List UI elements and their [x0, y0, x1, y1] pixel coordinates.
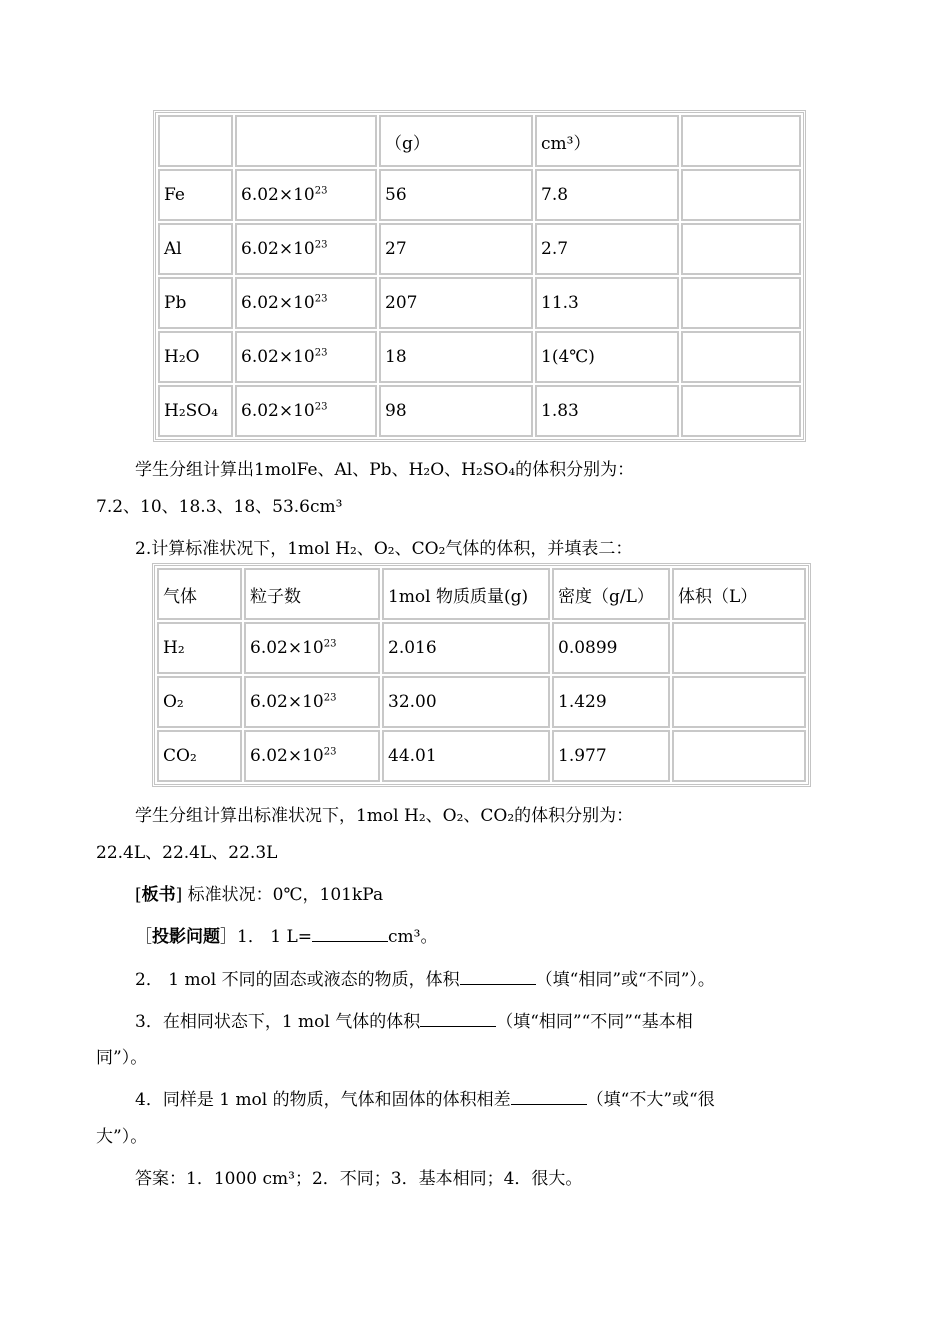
- question-2: 2． 1 mol 不同的固态或液态的物质，体积 （填“相同”或“不同”）。: [135, 970, 715, 990]
- volume-cell: [672, 730, 806, 782]
- mass-cell: 2.016: [382, 622, 550, 674]
- table-header-cell: 气体: [157, 568, 242, 620]
- volume-cell: [672, 622, 806, 674]
- table-row: [157, 622, 806, 674]
- density-cell: 1.977: [552, 730, 670, 782]
- particle-count-cell: $6.02\times 10^{23}$: [244, 622, 380, 674]
- projection-question-1: ［投影问题］1． 1 L= cm³。: [135, 927, 438, 947]
- paragraph-results-solids-values: 7.2、10、18.3、18、53.6cm³: [96, 497, 343, 517]
- table-row: [158, 331, 801, 383]
- question-3: 3．在相同状态下，1 mol 气体的体积 （填“相同”“不同”“基本相: [135, 1012, 693, 1032]
- density-cell: 1(4℃): [535, 331, 679, 383]
- table-substance-volume: [153, 110, 806, 442]
- mass-cell: 56: [379, 169, 533, 221]
- density-cell: 11.3: [535, 277, 679, 329]
- table-header-cell: cm³）: [535, 115, 679, 167]
- density-cell: 0.0899: [552, 622, 670, 674]
- particle-count-cell: $6.02\times 10^{23}$: [235, 385, 377, 437]
- mass-cell: 207: [379, 277, 533, 329]
- table-row: [158, 223, 801, 275]
- volume-cell: [672, 676, 806, 728]
- substance-cell: H₂O: [158, 331, 233, 383]
- gas-cell: H₂: [157, 622, 242, 674]
- density-cell: 1.429: [552, 676, 670, 728]
- particle-count-cell: $6.02\times 10^{23}$: [235, 277, 377, 329]
- question-3-continued: 同”）。: [96, 1048, 148, 1068]
- table-row: [158, 277, 801, 329]
- table-row: [157, 730, 806, 782]
- density-cell: 7.8: [535, 169, 679, 221]
- table-gas-volume: [152, 563, 811, 787]
- mass-cell: 32.00: [382, 676, 550, 728]
- answer-blank: [460, 970, 536, 985]
- paragraph-results-gases: 学生分组计算出标准状况下，1mol H₂、O₂、CO₂的体积分别为：: [135, 806, 634, 826]
- answer-blank: [511, 1090, 587, 1105]
- particle-count-cell: $6.02\times 10^{23}$: [244, 676, 380, 728]
- table-header-cell: 体积（L）: [672, 568, 806, 620]
- mass-cell: 98: [379, 385, 533, 437]
- density-cell: 1.83: [535, 385, 679, 437]
- board-note-label: 板书: [141, 885, 176, 905]
- mass-cell: 44.01: [382, 730, 550, 782]
- density-cell: 2.7: [535, 223, 679, 275]
- table-header-cell: 1mol 物质质量(g): [382, 568, 550, 620]
- table-header-row: [157, 568, 806, 620]
- board-note: [板书] 标准状况：0℃，101kPa: [135, 885, 384, 905]
- substance-cell: H₂SO₄: [158, 385, 233, 437]
- volume-cell: [681, 385, 801, 437]
- substance-cell: Pb: [158, 277, 233, 329]
- particle-count-cell: $6.02\times 10^{23}$: [235, 223, 377, 275]
- table-header-cell: 粒子数: [244, 568, 380, 620]
- gas-cell: O₂: [157, 676, 242, 728]
- volume-cell: [681, 223, 801, 275]
- substance-cell: Fe: [158, 169, 233, 221]
- answer-blank: [420, 1012, 496, 1027]
- answer-key: 答案：1．1000 cm³；2．不同；3．基本相同；4．很大。: [135, 1169, 583, 1189]
- table-header-row: [158, 115, 801, 167]
- question-4-continued: 大”）。: [96, 1127, 148, 1147]
- projection-label: 投影问题: [152, 927, 220, 947]
- table-row: [158, 169, 801, 221]
- answer-blank: [312, 927, 388, 942]
- table-header-cell: [235, 115, 377, 167]
- volume-cell: [681, 169, 801, 221]
- paragraph-results-gases-values: 22.4L、22.4L、22.3L: [96, 843, 278, 863]
- table-row: [158, 385, 801, 437]
- particle-count-cell: $6.02\times 10^{23}$: [235, 331, 377, 383]
- table-header-cell: [681, 115, 801, 167]
- paragraph-results-solids: 学生分组计算出1molFe、Al、Pb、H₂O、H₂SO₄的体积分别为：: [135, 460, 635, 480]
- mass-cell: 27: [379, 223, 533, 275]
- table-header-cell: [158, 115, 233, 167]
- mass-cell: 18: [379, 331, 533, 383]
- question-4: 4．同样是 1 mol 的物质，气体和固体的体积相差 （填“不大”或“很: [135, 1090, 715, 1110]
- particle-count-cell: $6.02\times 10^{23}$: [235, 169, 377, 221]
- substance-cell: Al: [158, 223, 233, 275]
- particle-count-cell: $6.02\times 10^{23}$: [244, 730, 380, 782]
- volume-cell: [681, 331, 801, 383]
- table-row: [157, 676, 806, 728]
- table-header-cell: （g）: [379, 115, 533, 167]
- gas-cell: CO₂: [157, 730, 242, 782]
- table-header-cell: 密度（g/L）: [552, 568, 670, 620]
- paragraph-task-gases: 2.计算标准状况下，1mol H₂、O₂、CO₂气体的体积，并填表二：: [135, 539, 633, 559]
- volume-cell: [681, 277, 801, 329]
